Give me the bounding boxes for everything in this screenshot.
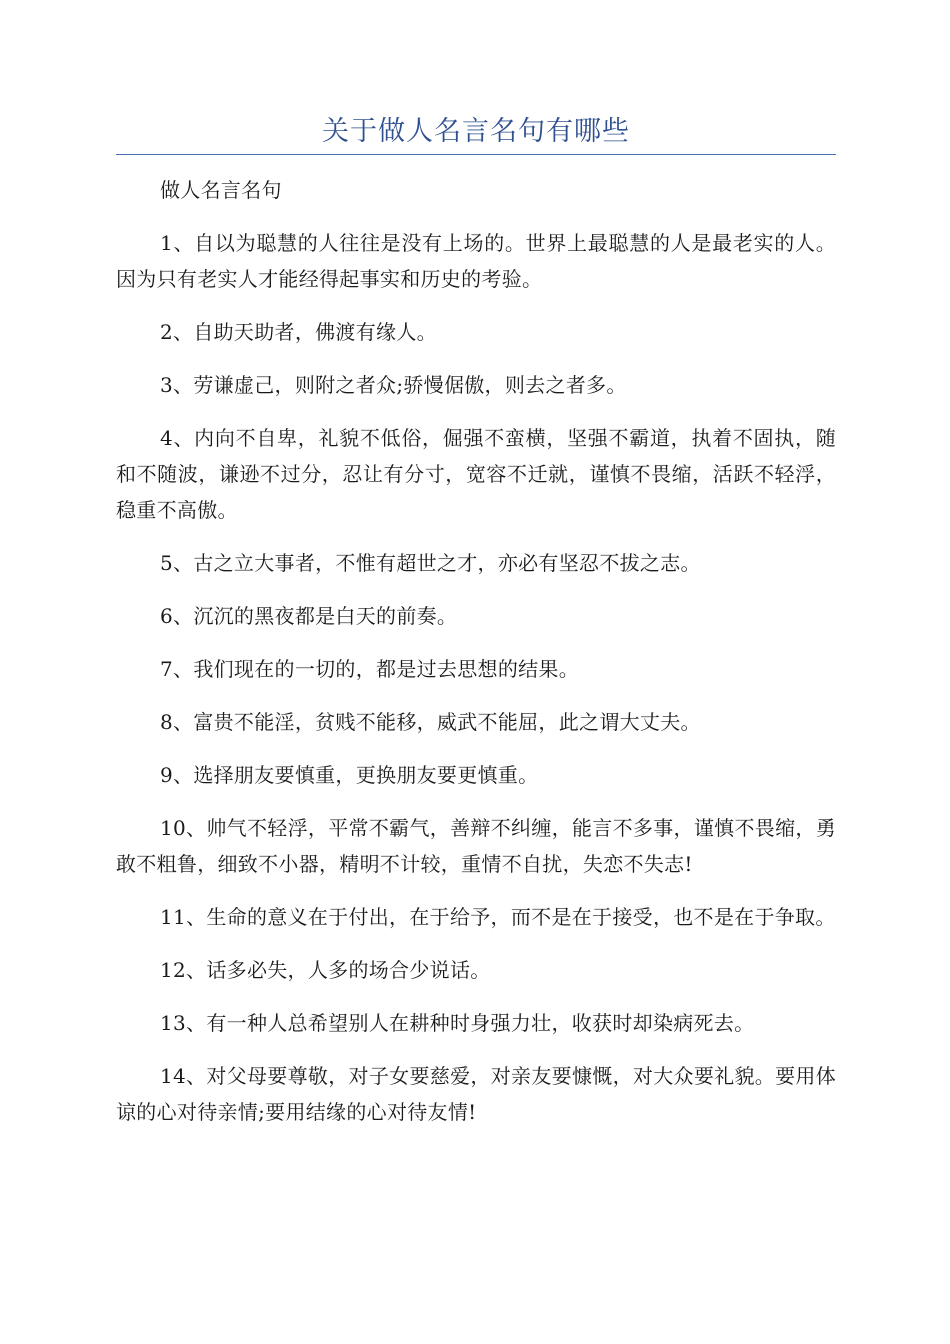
quote-paragraph-7: 7、我们现在的一切的，都是过去思想的结果。 [160,657,580,681]
quote-paragraph-2: 2、自助天助者，佛渡有缘人。 [160,320,437,344]
quote-paragraph-4: 4、内向不自卑，礼貌不低俗，倔强不蛮横，坚强不霸道，执着不固执，随和不随波，谦逊不过分，忍让有分寸，宽容不迁就，谨慎不畏缩，活跃不轻浮，稳重不高傲。 [116,426,836,522]
document-body [116,172,836,1147]
quote-paragraph-14: 14、对父母要尊敬，对子女要慈爱，对亲友要慷慨，对大众要礼貌。要用体谅的心对待亲情;要用结缘的心对待友情! [116,1064,836,1124]
quote-paragraph-13: 13、有一种人总希望别人在耕种时身强力壮，收获时却染病死去。 [160,1011,755,1035]
quote-paragraph-12: 12、话多必失，人多的场合少说话。 [160,958,491,982]
section-heading: 做人名言名句 [160,178,282,202]
quote-paragraph-6: 6、沉沉的黑夜都是白天的前奏。 [160,604,458,628]
quote-paragraph-8: 8、富贵不能淫，贫贱不能移，威武不能屈，此之谓大丈夫。 [160,710,701,734]
quote-paragraph-1: 1、自以为聪慧的人往往是没有上场的。世界上最聪慧的人是最老实的人。因为只有老实人才能经得起事实和历史的考验。 [116,231,836,291]
quote-paragraph-9: 9、选择朋友要慎重，更换朋友要更慎重。 [160,763,539,787]
title-underline [116,154,836,155]
document-title: 关于做人名言名句有哪些 [322,116,630,147]
quote-paragraph-11: 11、生命的意义在于付出，在于给予，而不是在于接受，也不是在于争取。 [160,905,836,929]
quote-paragraph-10: 10、帅气不轻浮，平常不霸气，善辩不纠缠，能言不多事，谨慎不畏缩，勇敢不粗鲁，细致不小器，精明不计较，重情不自扰，失恋不失志! [116,816,836,876]
quote-paragraph-5: 5、古之立大事者，不惟有超世之才，亦必有坚忍不拔之志。 [160,551,701,575]
quote-paragraph-3: 3、劳谦虚己，则附之者众;骄慢倨傲，则去之者多。 [160,373,627,397]
